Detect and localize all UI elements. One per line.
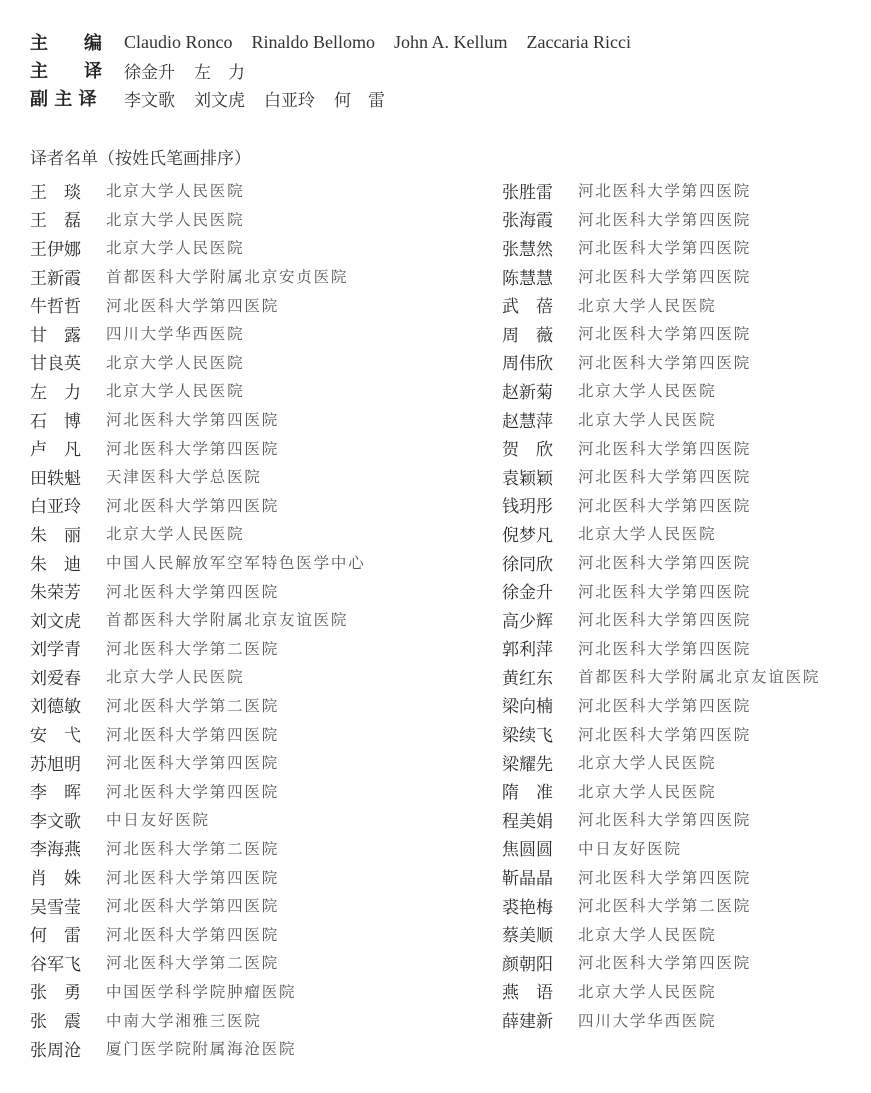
translator-row: [502, 433, 820, 462]
translator-institution: 河北医科大学第四医院: [578, 725, 752, 744]
translator-institution: 北京大学人民医院: [106, 668, 245, 687]
translator-row: [502, 776, 820, 805]
translator-name: 王新霞: [30, 268, 81, 289]
translator-row: [30, 1005, 366, 1034]
credit-names: [124, 86, 404, 111]
translator-institution: 河北医科大学第四医院: [578, 696, 752, 715]
translator-name: 燕 语: [502, 983, 553, 1004]
translator-name: 刘德敏: [30, 697, 81, 718]
translator-name: 梁耀先: [502, 754, 553, 775]
translator-institution: 河北医科大学第四医院: [578, 325, 752, 344]
translator-row: [502, 1005, 820, 1034]
translator-name: 朱荣芳: [30, 583, 81, 604]
translator-row: [30, 519, 366, 548]
translator-institution: 河北医科大学第二医院: [578, 897, 752, 916]
translator-name: 陈慧慧: [502, 268, 553, 289]
translator-row: [502, 290, 820, 319]
translator-row: [30, 805, 366, 834]
translator-row: [502, 834, 820, 863]
translator-name: 苏旭明: [30, 754, 81, 775]
translator-list-title: 译者名单（按姓氏笔画排序）: [30, 149, 251, 169]
translator-row: [30, 862, 366, 891]
translator-institution: 北京大学人民医院: [106, 525, 245, 544]
translator-institution: 河北医科大学第四医院: [578, 639, 752, 658]
translator-institution: 河北医科大学第四医院: [578, 868, 752, 887]
translator-row: [502, 519, 820, 548]
translator-row: [502, 662, 820, 691]
translator-institution: 河北医科大学第二医院: [106, 696, 280, 715]
translator-institution: 河北医科大学第四医院: [106, 582, 280, 601]
credit-line: [30, 28, 650, 56]
translator-institution: 河北医科大学第四医院: [578, 582, 752, 601]
translator-institution: 北京大学人民医院: [578, 382, 717, 401]
translator-name: 田轶魁: [30, 468, 81, 489]
translator-institution: 中日友好医院: [106, 811, 210, 830]
translator-row: [502, 491, 820, 520]
translator-name: 梁续飞: [502, 726, 553, 747]
translator-row: [30, 176, 366, 205]
translator-row: [30, 491, 366, 520]
translator-institution: 中国医学科学院肿瘤医院: [106, 982, 297, 1001]
credit-role: 副 主 译: [30, 89, 97, 110]
translator-row: [502, 862, 820, 891]
translator-institution: 河北医科大学第四医院: [106, 411, 280, 430]
translator-row: [502, 319, 820, 348]
translator-row: [502, 605, 820, 634]
translator-row: [30, 776, 366, 805]
translator-name: 李文歌: [30, 811, 81, 832]
translator-name: 朱 迪: [30, 554, 81, 575]
translator-name: 甘 露: [30, 325, 81, 346]
translator-name: 李 晖: [30, 783, 81, 804]
translator-name: 王 琰: [30, 182, 81, 203]
translator-row: [30, 262, 366, 291]
credits-block: [30, 28, 650, 112]
credit-name: Claudio Ronco: [124, 31, 233, 52]
translator-institution: 河北医科大学第四医院: [106, 782, 280, 801]
translator-institution: 河北医科大学第四医院: [578, 182, 752, 201]
translator-row: [502, 891, 820, 920]
translator-name: 刘爱春: [30, 668, 81, 689]
credit-role: 主 编: [30, 33, 102, 54]
translator-row: [30, 719, 366, 748]
translator-name: 吴雪莹: [30, 897, 81, 918]
translator-name: 周 薇: [502, 325, 553, 346]
translator-row: [30, 348, 366, 377]
translator-institution: 北京大学人民医院: [578, 754, 717, 773]
translator-institution: 河北医科大学第四医院: [106, 725, 280, 744]
translator-name: 张 勇: [30, 983, 81, 1004]
translator-institution: 天津医科大学总医院: [106, 468, 262, 487]
translator-name: 黄红东: [502, 668, 553, 689]
translator-name: 石 博: [30, 411, 81, 432]
translator-name: 倪梦凡: [502, 525, 553, 546]
credit-name: 刘文虎: [194, 90, 245, 111]
translator-institution: 河北医科大学第四医院: [578, 554, 752, 573]
translator-institution: 首都医科大学附属北京友谊医院: [578, 668, 821, 687]
translator-name: 张 震: [30, 1012, 81, 1033]
translator-row: [30, 290, 366, 319]
translator-name: 徐金升: [502, 583, 553, 604]
translator-row: [502, 262, 820, 291]
translator-row: [30, 891, 366, 920]
translator-row: [30, 919, 366, 948]
translator-name: 隋 准: [502, 783, 553, 804]
translator-row: [502, 919, 820, 948]
translator-name: 裘艳梅: [502, 897, 553, 918]
translator-row: [30, 834, 366, 863]
credit-names: [124, 32, 650, 53]
translator-name: 牛哲哲: [30, 297, 81, 318]
translator-institution: 北京大学人民医院: [578, 782, 717, 801]
translator-name: 郭利萍: [502, 640, 553, 661]
translator-institution: 厦门医学院附属海沧医院: [106, 1040, 297, 1059]
translator-name: 张海霞: [502, 211, 553, 232]
translator-row: [502, 948, 820, 977]
translator-institution: 北京大学人民医院: [578, 525, 717, 544]
translator-name: 谷军飞: [30, 954, 81, 975]
translator-institution: 四川大学华西医院: [578, 1011, 717, 1030]
translator-institution: 北京大学人民医院: [106, 239, 245, 258]
credit-name: 李文歌: [124, 90, 175, 111]
translator-institution: 河北医科大学第四医院: [578, 496, 752, 515]
credit-name: 左 力: [194, 62, 245, 83]
translator-institution: 河北医科大学第四医院: [578, 468, 752, 487]
translator-name: 甘良英: [30, 354, 81, 375]
translator-name: 卢 凡: [30, 440, 81, 461]
translator-name: 袁颖颖: [502, 468, 553, 489]
translator-institution: 北京大学人民医院: [578, 296, 717, 315]
translator-institution: 河北医科大学第二医院: [106, 639, 280, 658]
translator-institution: 北京大学人民医院: [578, 411, 717, 430]
translator-institution: 河北医科大学第二医院: [106, 839, 280, 858]
translator-name: 焦圆圆: [502, 840, 553, 861]
translator-row: [30, 233, 366, 262]
translator-name: 白亚玲: [30, 497, 81, 518]
translator-row: [502, 405, 820, 434]
translator-row: [30, 662, 366, 691]
translator-row: [502, 977, 820, 1006]
translator-name: 靳晶晶: [502, 869, 553, 890]
translator-institution: 北京大学人民医院: [106, 182, 245, 201]
credit-name: 白亚玲: [264, 90, 315, 111]
translator-institution: 北京大学人民医院: [106, 210, 245, 229]
translator-row: [30, 948, 366, 977]
credit-names: [124, 58, 264, 83]
translator-name: 高少辉: [502, 611, 553, 632]
translator-row: [502, 176, 820, 205]
translator-institution: 四川大学华西医院: [106, 325, 245, 344]
credit-name: Rinaldo Bellomo: [251, 31, 375, 52]
translator-institution: 河北医科大学第四医院: [578, 353, 752, 372]
translator-institution: 河北医科大学第四医院: [106, 439, 280, 458]
translator-name: 程美娟: [502, 811, 553, 832]
translator-row: [502, 376, 820, 405]
translator-institution: 河北医科大学第四医院: [578, 954, 752, 973]
translator-name: 张慧然: [502, 239, 553, 260]
translator-institution: 河北医科大学第四医院: [106, 868, 280, 887]
translator-row: [30, 205, 366, 234]
translator-row: [30, 319, 366, 348]
translator-institution: 北京大学人民医院: [578, 925, 717, 944]
translator-row: [502, 462, 820, 491]
translator-name: 张周沧: [30, 1040, 81, 1061]
translator-institution: 河北医科大学第四医院: [106, 754, 280, 773]
translator-row: [502, 691, 820, 720]
translator-name: 刘学青: [30, 640, 81, 661]
translator-institution: 河北医科大学第四医院: [106, 897, 280, 916]
translator-institution: 河北医科大学第四医院: [578, 210, 752, 229]
credit-line: [30, 84, 650, 112]
translator-row: [30, 433, 366, 462]
translator-name: 赵新菊: [502, 382, 553, 403]
translator-row: [30, 548, 366, 577]
translator-row: [502, 719, 820, 748]
translator-list-right-column: [502, 176, 820, 1034]
credit-name: Zaccaria Ricci: [526, 31, 631, 52]
translator-name: 王伊娜: [30, 239, 81, 260]
translator-name: 赵慧萍: [502, 411, 553, 432]
translator-name: 武 蓓: [502, 297, 553, 318]
translator-institution: 河北医科大学第四医院: [578, 268, 752, 287]
translator-institution: 河北医科大学第四医院: [106, 496, 280, 515]
translator-institution: 中南大学湘雅三医院: [106, 1011, 262, 1030]
translator-name: 张胜雷: [502, 182, 553, 203]
translator-row: [502, 548, 820, 577]
credit-line: [30, 56, 650, 84]
translator-name: 刘文虎: [30, 611, 81, 632]
translator-institution: 中国人民解放军空军特色医学中心: [106, 554, 366, 573]
translator-name: 肖 姝: [30, 869, 81, 890]
translator-name: 何 雷: [30, 926, 81, 947]
translator-name: 蔡美顺: [502, 926, 553, 947]
credit-name: 徐金升: [124, 62, 175, 83]
translator-institution: 河北医科大学第四医院: [578, 611, 752, 630]
translator-institution: 北京大学人民医院: [578, 982, 717, 1001]
translator-row: [30, 748, 366, 777]
translator-list-left-column: [30, 176, 366, 1062]
translator-institution: 首都医科大学附属北京友谊医院: [106, 611, 349, 630]
credit-name: John A. Kellum: [394, 31, 508, 52]
translator-name: 朱 丽: [30, 525, 81, 546]
credit-role: 主 译: [30, 61, 102, 82]
translator-row: [502, 205, 820, 234]
translator-name: 李海燕: [30, 840, 81, 861]
translator-row: [30, 376, 366, 405]
credit-name: 何 雷: [334, 90, 385, 111]
translator-name: 周伟欣: [502, 354, 553, 375]
translator-row: [30, 634, 366, 663]
translator-name: 钱玥彤: [502, 497, 553, 518]
translator-row: [30, 691, 366, 720]
translator-row: [502, 634, 820, 663]
translator-institution: 河北医科大学第四医院: [106, 296, 280, 315]
translator-row: [30, 405, 366, 434]
translator-row: [502, 748, 820, 777]
translator-name: 王 磊: [30, 211, 81, 232]
translator-institution: 河北医科大学第四医院: [106, 925, 280, 944]
translator-institution: 北京大学人民医院: [106, 382, 245, 401]
translator-row: [502, 348, 820, 377]
translator-institution: 首都医科大学附属北京安贞医院: [106, 268, 349, 287]
translator-institution: 河北医科大学第四医院: [578, 811, 752, 830]
translator-institution: 河北医科大学第四医院: [578, 239, 752, 258]
translator-row: [30, 605, 366, 634]
translator-row: [30, 576, 366, 605]
translator-name: 梁向楠: [502, 697, 553, 718]
translator-row: [502, 576, 820, 605]
translator-name: 颜朝阳: [502, 954, 553, 975]
translator-name: 安 弋: [30, 726, 81, 747]
translator-institution: 中日友好医院: [578, 839, 682, 858]
translator-row: [30, 977, 366, 1006]
translator-institution: 河北医科大学第二医院: [106, 954, 280, 973]
translator-name: 左 力: [30, 382, 81, 403]
translator-name: 薛建新: [502, 1012, 553, 1033]
translator-row: [30, 462, 366, 491]
translator-row: [502, 233, 820, 262]
translator-row: [502, 805, 820, 834]
translator-name: 贺 欣: [502, 440, 553, 461]
translator-institution: 北京大学人民医院: [106, 353, 245, 372]
translator-name: 徐同欣: [502, 554, 553, 575]
translator-institution: 河北医科大学第四医院: [578, 439, 752, 458]
translator-row: [30, 1034, 366, 1063]
